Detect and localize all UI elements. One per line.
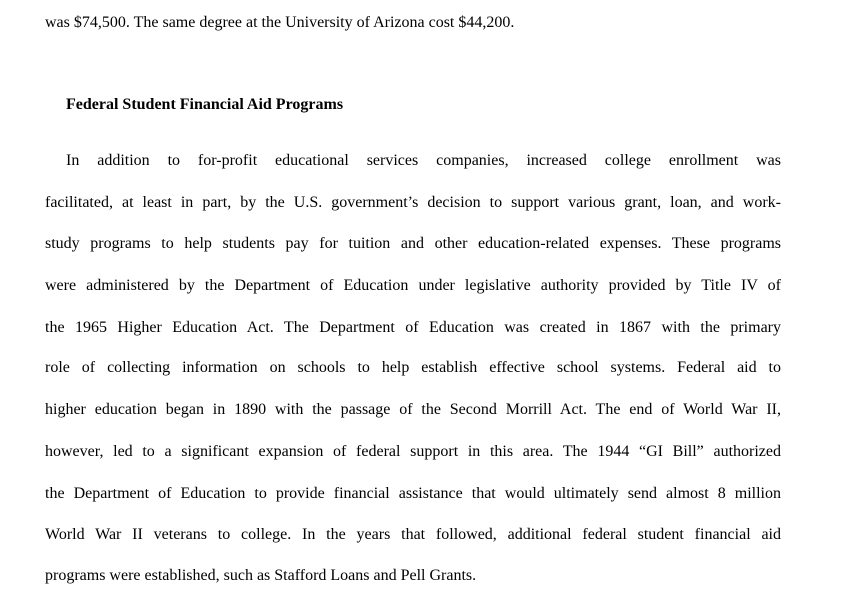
paragraph-line: facilitated, at least in part, by the U.S. government’s decision to support various grant, loan, and work-: [45, 194, 781, 211]
paragraph-line: programs were established, such as Stafford Loans and Pell Grants.: [45, 567, 477, 584]
paragraph-line: higher education began in 1890 with the passage of the Second Morrill Act. The end of World War II,: [45, 401, 781, 418]
paragraph-line: In addition to for-profit educational services companies, increased college enrollment was: [66, 152, 781, 169]
paragraph-line: the Department of Education to provide financial assistance that would ultimately send almost 8 million: [45, 485, 781, 502]
paragraph-line: World War II veterans to college. In the years that followed, additional federal student financial aid: [45, 526, 781, 543]
paragraph-line: were administered by the Department of Education under legislative authority provided by Title IV of: [45, 277, 781, 294]
paragraph-line: however, led to a significant expansion of federal support in this area. The 1944 “GI Bill” authorized: [45, 443, 781, 460]
paragraph-line: the 1965 Higher Education Act. The Department of Education was created in 1867 with the primary: [45, 319, 781, 336]
section-heading: Federal Student Financial Aid Programs: [66, 96, 344, 113]
paragraph-line: role of collecting information on schools to help establish effective school systems. Federal aid to: [45, 359, 781, 376]
paragraph-line: study programs to help students pay for tuition and other education-related expenses. These programs: [45, 235, 781, 252]
intro-line: was $74,500. The same degree at the University of Arizona cost $44,200.: [45, 14, 515, 31]
